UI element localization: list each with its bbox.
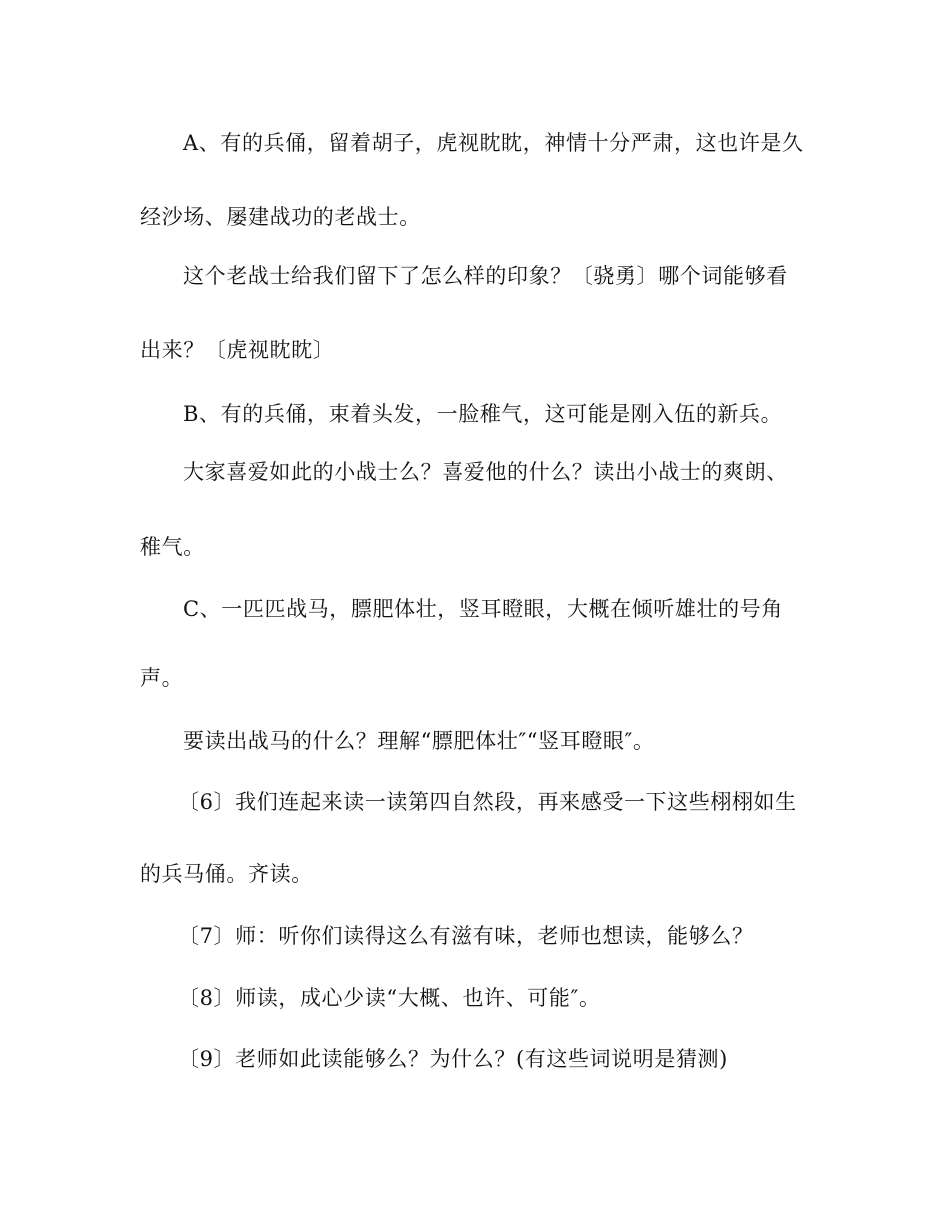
question-horses: 要读出战马的什么？理解“膘肥体壮″“竖耳瞪眼″。 xyxy=(183,729,655,753)
paragraph-a-line-1: A、有的兵俑，留着胡子，虎视眈眈，神情十分严肃，这也许是久 xyxy=(183,131,804,155)
step-6-line-2: 的兵马俑。齐读。 xyxy=(140,862,313,886)
question-veteran-line-2: 出来？〔虎视眈眈〕 xyxy=(140,338,335,362)
step-7: 〔7〕师：听你们读得这么有滋有味，老师也想读，能够么？ xyxy=(178,924,754,948)
question-recruit-line-1: 大家喜爱如此的小战士么？喜爱他的什么？读出小战士的爽朗、 xyxy=(183,460,788,484)
question-recruit-line-2: 稚气。 xyxy=(140,535,205,559)
paragraph-c-line-1: C、一匹匹战马，膘肥体壮，竖耳瞪眼，大概在倾听雄壮的号角 xyxy=(183,597,783,621)
paragraph-a-line-2: 经沙场、屡建战功的老战士。 xyxy=(140,205,421,229)
step-8: 〔8〕师读，成心少读“大概、也许、可能″。 xyxy=(178,986,601,1010)
paragraph-c-line-2: 声。 xyxy=(140,666,184,690)
step-6-line-1: 〔6〕我们连起来读一读第四自然段，再来感受一下这些栩栩如生 xyxy=(178,790,797,814)
step-9: 〔9〕老师如此读能够么？为什么？(有这些词说明是猜测) xyxy=(178,1047,728,1071)
question-veteran-line-1: 这个老战士给我们留下了怎么样的印象？〔骁勇〕哪个词能够看 xyxy=(183,264,788,288)
paragraph-b-line-1: B、有的兵俑，束着头发，一脸稚气，这可能是刚入伍的新兵。 xyxy=(183,402,783,426)
